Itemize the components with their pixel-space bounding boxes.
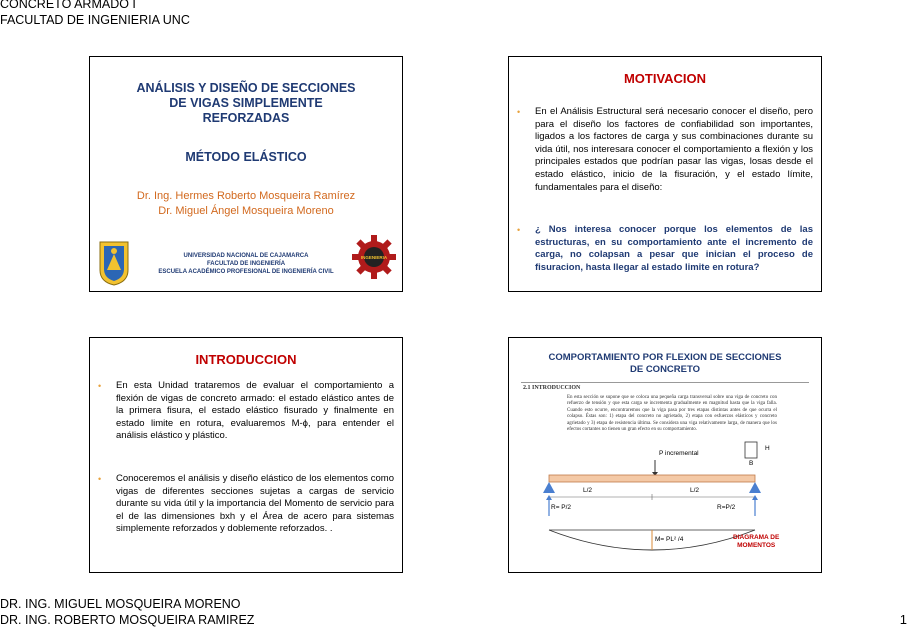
bullet-dot-icon: • — [98, 381, 102, 391]
footer-author-2: DR. ING. ROBERTO MOSQUEIRA RAMIREZ — [0, 613, 255, 627]
engineering-gear-icon — [352, 235, 396, 279]
reaction-left-label: R= P/2 — [551, 504, 572, 511]
moment-label: M= PL² /4 — [655, 536, 684, 543]
reaction-right-label: R=P/2 — [717, 504, 736, 511]
institution-block: UNIVERSIDAD NACIONAL DE CAJAMARCA FACULTAD DE INGENIERÍA ESCUELA ACADÉMICO PROFESIONAL DE INGENIERÍA CIVIL — [158, 253, 334, 275]
bullet-item: • En el Análisis Estructural será necesario conocer el diseño, pero para el diseño los factores de confiabilidad son importantes, ligados a los factores de carga y sus combinaciones durante su vida útil, nos interesara conocer el comportamiento a flexión y los principales estados que podrían pasar las vigas, losas desde el estado elástico, inicio de la fisuración, y el estado límite, fundamentales para el diseño: — [517, 106, 813, 193]
slide-title — [89, 56, 403, 292]
slide4-title: COMPORTAMIENTO POR FLEXION DE SECCIONES DE CONCRETO — [548, 352, 782, 375]
header-faculty: FACULTAD DE INGENIERIA UNC — [0, 13, 190, 27]
author-1: Dr. Ing. Hermes Roberto Mosqueira Ramírez — [136, 190, 356, 202]
book-section-heading: 2.1 INTRODUCCION — [523, 385, 581, 391]
slide2-title: MOTIVACION — [623, 71, 707, 86]
book-excerpt: En esta sección se supone que se coloca una pequeña carga transversal sobre una viga de concreto con refuerzo de tensión y que esta carga se incrementa gradualmente en magnitud hasta que la viga falla. Cuando esto ocurre, encontraremos que la viga pasa por tres etapas distintas antes de que ocurra el colapso. Éstas son: 1) etapa del concreto no agrietado, 2) etapa con esfuerzos elásticos y concreto agrietado y 3) etapa de resistencia última. Se considera una viga relativamente larga, de manera que los efectos cortantes no tienen un gran efecto en su comportamiento. — [567, 395, 777, 433]
bullet-dot-icon: • — [517, 107, 521, 117]
span-right-label: L/2 — [690, 487, 700, 494]
height-label: H — [765, 445, 770, 452]
support-right-icon — [749, 482, 761, 493]
university-logo-icon — [98, 240, 130, 286]
bullet-item: • ¿ Nos interesa conocer porque los elementos de las estructuras, en su comportamiento ante el incremento de carga, no colapsan a pesar que inician el proceso de fisuracion, hasta llegar al estado limite en rotura? — [517, 224, 813, 273]
header-course: CONCRETO ARMADO I — [0, 0, 136, 11]
divider — [521, 382, 809, 383]
cross-section-icon — [745, 442, 757, 458]
support-left-icon — [543, 482, 555, 493]
beam-body — [549, 475, 755, 482]
slide3-title: INTRODUCCION — [195, 352, 297, 367]
width-label: B — [749, 460, 754, 467]
footer-author-1: DR. ING. MIGUEL MOSQUEIRA MORENO — [0, 597, 241, 611]
page-number: 1 — [899, 612, 907, 627]
slide1-title: ANÁLISIS Y DISEÑO DE SECCIONES DE VIGAS SIMPLEMENTE REFORZADAS — [136, 81, 356, 125]
bullet-item: • En esta Unidad trataremos de evaluar el comportamiento a flexión de vigas de concreto armado: el estado elástico antes de la primera fisura, el estado elástico fisurado y finalmente en estado limite en rotura, evaluaremos M-ϕ, para entender el análisis elástico y plástico. — [98, 380, 394, 442]
load-label: P incremental — [659, 450, 699, 457]
bullet-dot-icon: • — [98, 474, 102, 484]
slide1-subtitle: MÉTODO ELÁSTICO — [185, 150, 307, 164]
diagram-label: DIAGRAMA DE MOMENTOS — [733, 534, 780, 549]
bullet-dot-icon: • — [517, 225, 521, 235]
slide-motivacion — [508, 56, 822, 292]
bullet-item: • Conoceremos el análisis y diseño elástico de los elementos como vigas de diferentes secciones sujetas a cargas de servicio durante su vida útil y la importancia del Momento de servicio para el de las dimensiones bxh y el Área de acero para sistemas simplemente reforzados y doblemente reforzados. . — [98, 473, 394, 535]
author-2: Dr. Miguel Ángel Mosqueira Moreno — [158, 205, 334, 217]
slide-comportamiento — [508, 337, 822, 573]
logo-text: INGENIERIA — [360, 255, 388, 260]
span-left-label: L/2 — [583, 487, 593, 494]
slide-introduccion — [89, 337, 403, 573]
